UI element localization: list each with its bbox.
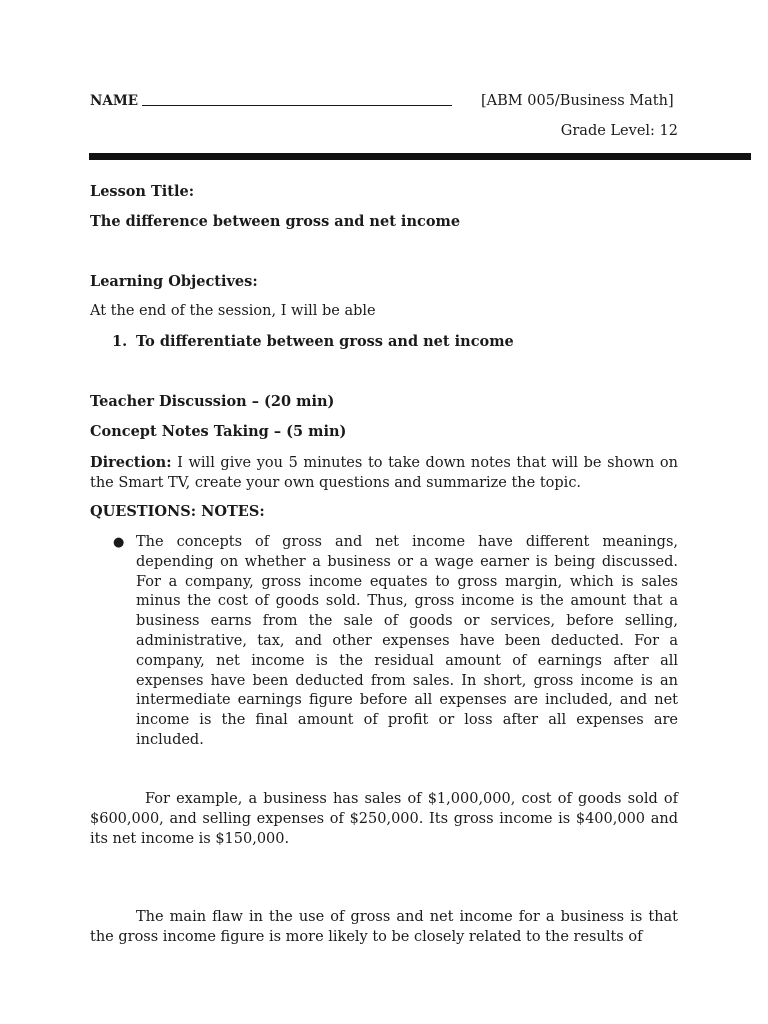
lesson-title-label: Lesson Title: bbox=[90, 183, 195, 200]
direction-paragraph bbox=[90, 453, 678, 494]
bullet-icon: ● bbox=[113, 535, 125, 550]
course-code: [ABM 005/Business Math] bbox=[481, 93, 674, 109]
direction-label: Direction: bbox=[90, 454, 172, 471]
header-divider bbox=[89, 153, 751, 160]
grade-level: Grade Level: 12 bbox=[560, 123, 678, 139]
lesson-title: The difference between gross and net income bbox=[90, 213, 461, 230]
direction-text: I will give you 5 minutes to take down notes that will be shown on the Smart TV, create your own questions and summarize the topic. bbox=[90, 455, 678, 491]
name-blank-line bbox=[142, 105, 452, 106]
objective-number: 1. bbox=[112, 333, 128, 350]
objectives-heading: Learning Objectives: bbox=[90, 273, 258, 290]
concept-notes: Concept Notes Taking – (5 min) bbox=[90, 423, 347, 440]
notes-bullet-text: The concepts of gross and net income have different meanings, depending on whether a business or a wage earner is being discussed. For a company, gross income equates to gross margin, which is sales minus the cost of goods sold. Thus, gross income is the amount that a business earns from the sale of goods or services, before selling, administrative, tax, and other expenses have been deducted. For a company, net income is the residual amount of earnings after all expenses have been deducted from sales. In short, gross income is an intermediate earnings figure before all expenses are included, and net income is the final amount of profit or loss after all expenses are included. bbox=[136, 534, 678, 748]
objectives-intro: At the end of the session, I will be able bbox=[90, 303, 376, 319]
flaw-paragraph-clip bbox=[90, 908, 680, 945]
questions-notes-heading: QUESTIONS: NOTES: bbox=[90, 503, 265, 520]
example-paragraph: For example, a business has sales of $1,000,000, cost of goods sold of $600,000, and selling expenses of $250,000. Its gross income is $400,000 and its net income is $150,000. bbox=[90, 791, 678, 847]
name-label: NAME bbox=[90, 93, 139, 109]
teacher-discussion: Teacher Discussion – (20 min) bbox=[90, 393, 335, 410]
flaw-paragraph: The main flaw in the use of gross and net income for a business is that the gross income figure is more likely to be closely related to the results of bbox=[90, 909, 678, 945]
objective-item: To differentiate between gross and net income bbox=[136, 333, 514, 350]
